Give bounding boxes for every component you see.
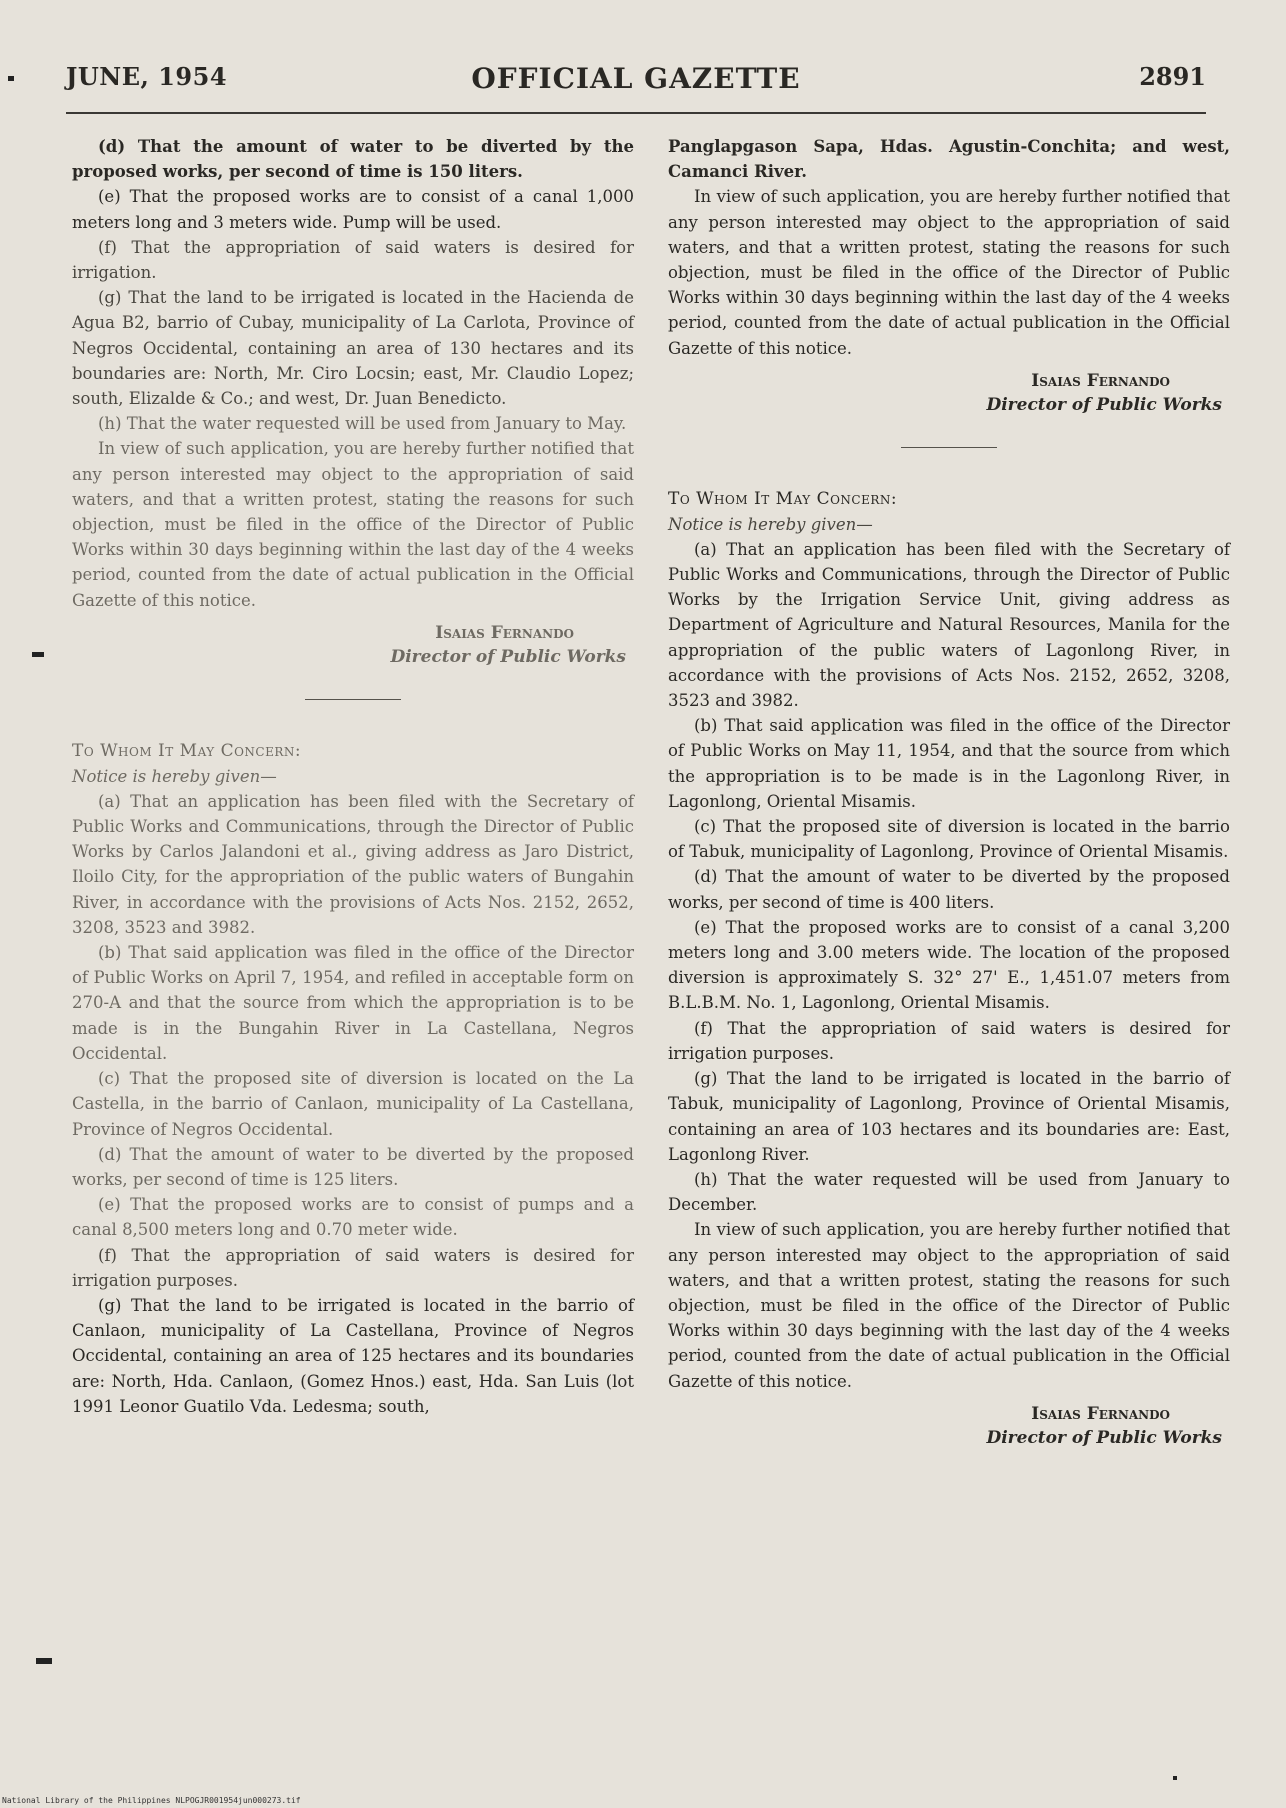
issue-date: JUNE, 1954 — [66, 62, 228, 91]
paragraph: (e) That the proposed works are to consist of pumps and a canal 8,500 meters long and 0.70 meter wide. — [72, 1195, 634, 1240]
paragraph: (e) That the proposed works are to consist of a canal 1,000 meters long and 3 meters wide. Pump will be used. — [72, 187, 634, 232]
paragraph: (f) That the appropriation of said waters is desired for irrigation purposes. — [668, 1018, 1230, 1063]
section-divider — [305, 699, 401, 700]
paragraph: (d) That the amount of water to be diverted by the proposed works, per second of time is 150 liters. — [72, 137, 634, 182]
paragraph: (c) That the proposed site of diversion is located on the La Castella, in the barrio of Canlaon, municipality of La Castellana, Province of Negros Occidental. — [72, 1069, 634, 1139]
scan-footer-label: National Library of the Philippines NLPOGJR001954jun000273.tif — [2, 1796, 301, 1805]
section-divider — [901, 447, 997, 448]
paragraph: (a) That an application has been filed with the Secretary of Public Works and Communications, through the Director of Public Works by Carlos Jalandoni et al., giving address as Jaro District, Iloilo City, for the appropriation of the public waters of Bungahin River, in accordance with the provisions of Acts Nos. 2152, 2652, 3208, 3523 and 3982. — [72, 791, 634, 937]
notice-given: Notice is hereby given— — [668, 514, 873, 534]
paragraph: (f) That the appropriation of said waters is desired for irrigation purposes. — [72, 1245, 634, 1290]
paragraph: In view of such application, you are hereby further notified that any person interested may object to the appropriation of said waters, and that a written protest, stating the reasons for such objection, must be filed in the office of the Director of Public Works within 30 days beginning with the last day of the 4 weeks period, counted from the date of actual publication in the Official Gazette of this notice. — [668, 1220, 1230, 1391]
left-column — [72, 134, 634, 1419]
page-header — [66, 62, 1206, 98]
page-number: 2891 — [1139, 62, 1206, 91]
paragraph: (d) That the amount of water to be diverted by the proposed works, per second of time is 125 liters. — [72, 1144, 634, 1189]
gazette-title: OFFICIAL GAZETTE — [471, 62, 801, 95]
signatory-name: Isaias Fernando — [1031, 370, 1170, 391]
signatory-title: Director of Public Works — [986, 394, 1222, 415]
paragraph: (e) That the proposed works are to consist of a canal 3,200 meters long and 3.00 meters wide. The location of the proposed diversion is approximately S. 32° 27' E., 1,451.07 meters from B.L.B.M. No. 1, Lagonlong, Oriental Misamis. — [668, 917, 1230, 1013]
right-column — [668, 134, 1230, 1450]
paragraph: (g) That the land to be irrigated is located in the barrio of Canlaon, municipality of La Castellana, Province of Negros Occidental, containing an area of 125 hectares and its boundaries are: North, Hda. Canlaon, (Gomez Hnos.) east, Hda. San Luis (lot 1991 Leonor Guatilo Vda. Ledesma; south, — [72, 1295, 634, 1416]
paragraph: (d) That the amount of water to be diverted by the proposed works, per second of time is 400 liters. — [668, 867, 1230, 912]
paragraph: (g) That the land to be irrigated is located in the Hacienda de Agua B2, barrio of Cubay, municipality of La Carlota, Province of Negros Occidental, containing an area of 130 hectares and its boundaries are: North, Mr. Ciro Locsin; east, Mr. Claudio Lopez; south, Elizalde & Co.; and west, Dr. Juan Benedicto. — [72, 288, 634, 409]
salutation: To Whom It May Concern: — [72, 740, 302, 761]
paragraph: (h) That the water requested will be used from January to May. — [98, 414, 627, 434]
paragraph: In view of such application, you are hereby further notified that any person interested may object to the appropriation of said waters, and that a written protest, stating the reasons for such objection, must be filed in the office of the Director of Public Works within 30 days beginning within the last day of the 4 weeks period, counted from the date of actual publication in the Official Gazette of this notice. — [668, 187, 1230, 358]
signatory-name: Isaias Fernando — [1031, 1403, 1170, 1424]
paragraph: (f) That the appropriation of said waters is desired for irrigation. — [72, 237, 634, 283]
scan-speck — [1173, 1776, 1177, 1780]
paragraph: (c) That the proposed site of diversion is located in the barrio of Tabuk, municipality of Lagonlong, Province of Oriental Misamis. — [668, 817, 1230, 862]
salutation: To Whom It May Concern: — [668, 488, 898, 509]
header-rule — [66, 112, 1206, 114]
paragraph: (g) That the land to be irrigated is located in the barrio of Tabuk, municipality of Lagonlong, Province of Oriental Misamis, containing an area of 103 hectares and its boundaries are: East, Lagonlong River. — [668, 1069, 1230, 1164]
paragraph: (a) That an application has been filed with the Secretary of Public Works and Communications, through the Director of Public Works by the Irrigation Service Unit, giving address as Department of Agriculture and Natural Resources, Manila for the appropriation of the public waters of Lagonlong River, in accordance with the provisions of Acts Nos. 2152, 2652, 3208, 3523 and 3982. — [668, 539, 1230, 711]
notice-given: Notice is hereby given— — [72, 766, 277, 786]
paragraph: (b) That said application was filed in the office of the Director of Public Works on May 11, 1954, and that the source from which the appropriation is to be made is in the Lagonlong River, in Lagonlong, Oriental Misamis. — [668, 716, 1230, 811]
scan-speck — [8, 76, 14, 81]
signatory-title: Director of Public Works — [390, 646, 626, 667]
scan-speck — [32, 652, 44, 657]
paragraph: Panglapgason Sapa, Hdas. Agustin-Conchita; and west, Camanci River. — [668, 137, 1230, 182]
signatory-title: Director of Public Works — [986, 1427, 1222, 1448]
scan-speck — [36, 1658, 52, 1664]
paragraph: In view of such application, you are hereby further notified that any person interested may object to the appropriation of said waters, and that a written protest, stating the reasons for such objection, must be filed in the office of the Director of Public Works within 30 days beginning within the last day of the 4 weeks period, counted from the date of actual publication in the Official Gazette of this notice. — [72, 439, 634, 610]
paragraph: (h) That the water requested will be used from January to December. — [668, 1169, 1230, 1215]
signatory-name: Isaias Fernando — [435, 622, 574, 643]
paragraph: (b) That said application was filed in the office of the Director of Public Works on April 7, 1954, and refiled in acceptable form on 270-A and that the source from which the appropriation is to be made is in the Bungahin River in La Castellana, Negros Occidental. — [72, 943, 634, 1063]
